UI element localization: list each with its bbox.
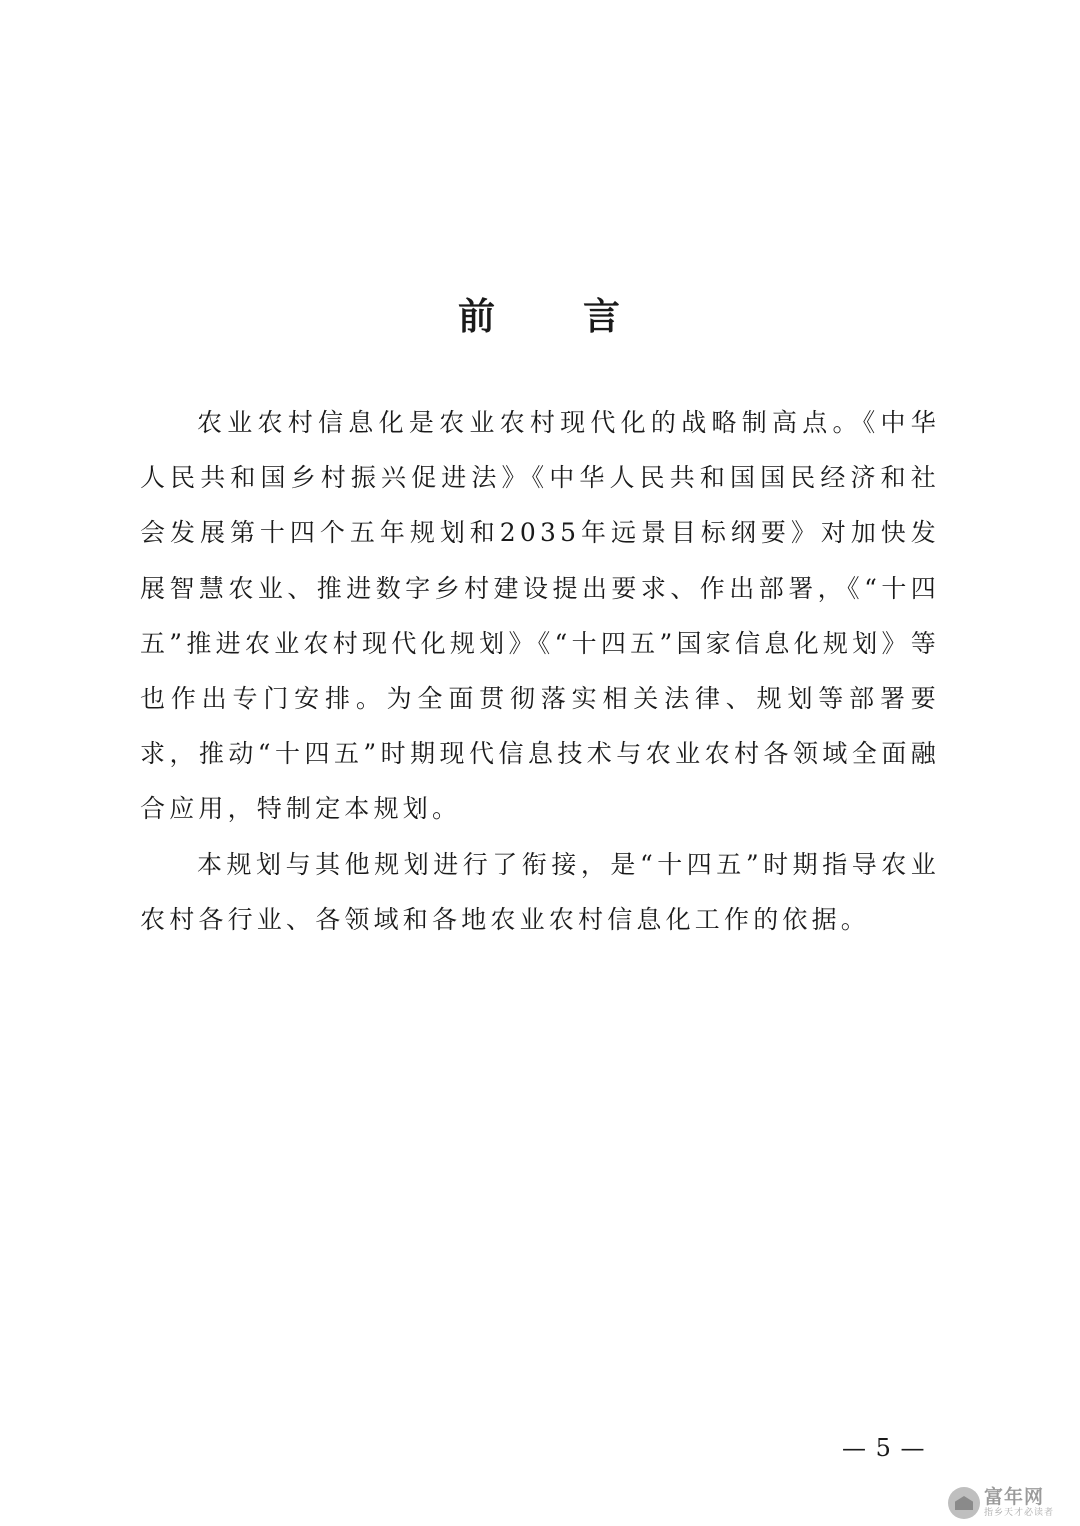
watermark-tagline: 指乡天才必读者	[984, 1508, 1055, 1518]
watermark-text	[984, 1488, 1054, 1518]
title-char-1: 前	[458, 294, 497, 338]
temple-logo-icon	[948, 1487, 980, 1519]
paragraph: 本规划与其他规划进行了衔接，是“十四五”时期指导农业农村各行业、各领域和各地农业农村信息化工作的依据。	[140, 849, 940, 934]
watermark-site-name: 富年网	[984, 1486, 1045, 1508]
paragraph: 农业农村信息化是农业农村现代化的战略制高点。《中华人民共和国乡村振兴促进法》《中华人民共和国国民经济和社会发展第十四个五年规划和2035年远景目标纲要》对加快发展智慧农业、推进数字乡村建设提出要求、作出部署，《“十四五”推进农业农村现代化规划》《“十四五”国家信息化规划》等也作出专门安排。为全面贯彻落实相关法律、规划等部署要求，推动“十四五”时期现代信息技术与农业农村各领域全面融合应用，特制定本规划。	[140, 408, 940, 824]
preface-body	[140, 395, 940, 947]
title-char-2: 言	[583, 294, 622, 338]
page-title	[0, 286, 1080, 340]
page-number: — 5 —	[842, 1434, 926, 1462]
watermark	[948, 1486, 1066, 1520]
